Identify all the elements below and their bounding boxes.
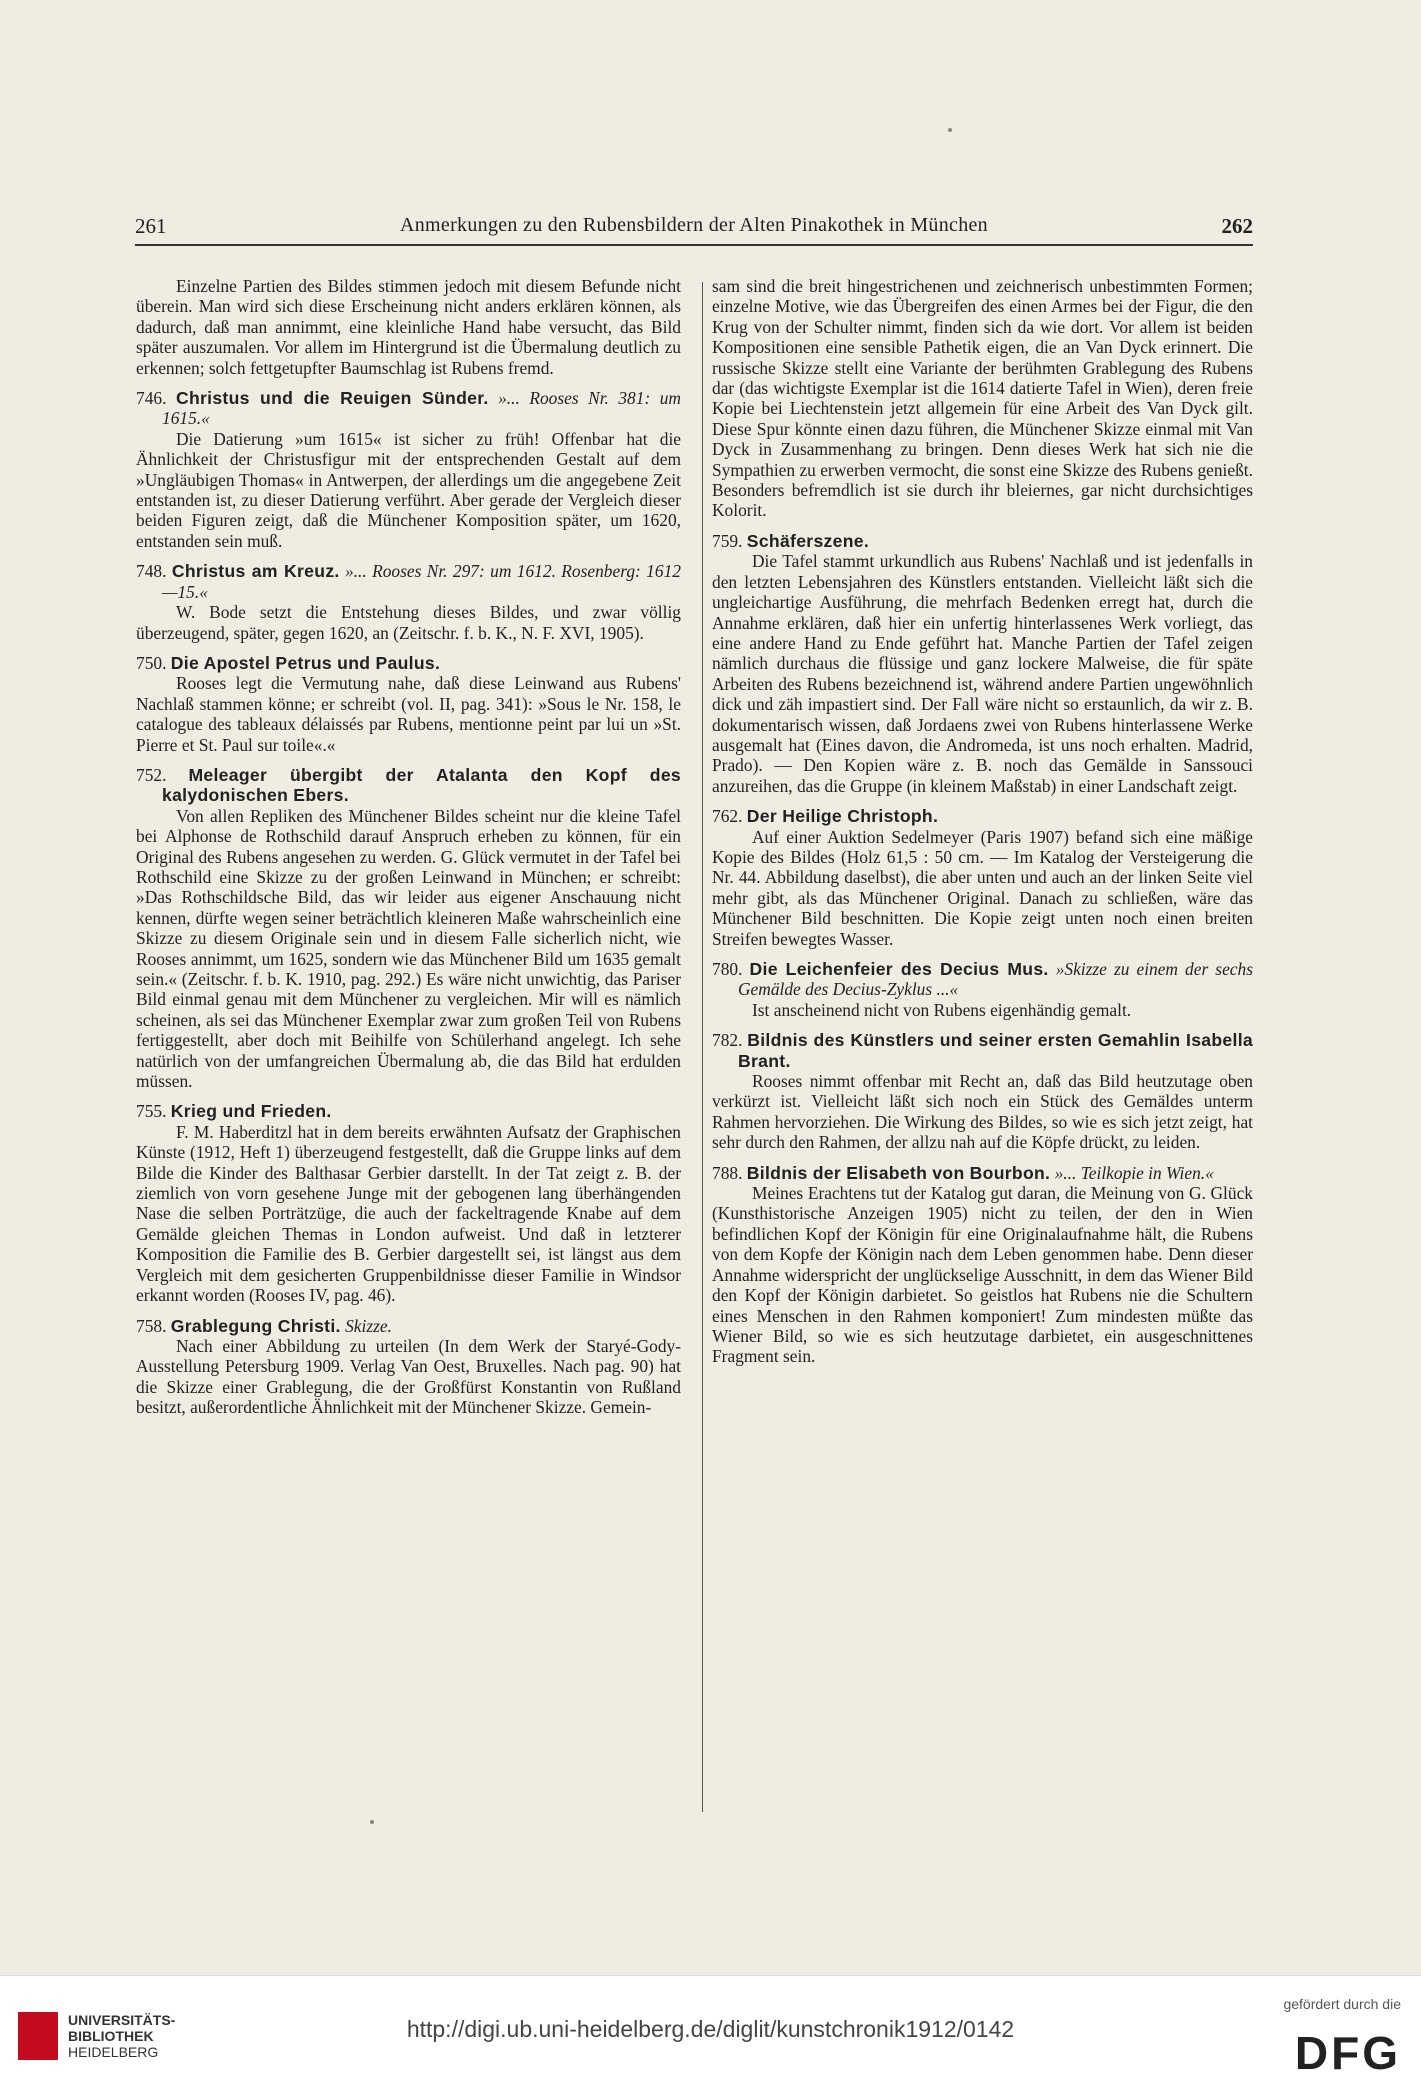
entry-number: 748. bbox=[136, 561, 167, 582]
entry-number: 788. bbox=[712, 1162, 743, 1183]
entry-758 bbox=[136, 1316, 681, 1418]
permalink-url[interactable]: http://digi.ub.uni-heidelberg.de/diglit/kunstchronik1912/0142 bbox=[406, 2016, 1015, 2042]
funding-label: gefördert durch die bbox=[1283, 1996, 1401, 2012]
entry-title: Christus am Kreuz. bbox=[171, 561, 340, 582]
entry-title: Die Leichenfeier des Decius Mus. bbox=[749, 959, 1049, 979]
viewer-footer bbox=[0, 1975, 1421, 2096]
paper-speck bbox=[948, 128, 952, 132]
paper-speck bbox=[370, 1820, 374, 1824]
entry-heading bbox=[136, 388, 681, 429]
header-rule bbox=[135, 244, 1253, 246]
entry-text: Auf einer Auktion Sedelmeyer (Paris 1907) befand sich eine mäßige Kopie des Bildes (Holz 61,5 : 50 cm. — Im Katalog der Versteigerung die Nr. 44. Abbildung daselbst), die aber unten und auch an der linken Seite viel mehr gibt, als das Münchener Original. Danach zu schließen, wäre das Münchener Bild beschnitten. Die Kopie zeigt unten noch einen breiten Streifen bewegtes Wasser. bbox=[712, 826, 1253, 949]
entry-heading bbox=[136, 653, 681, 673]
library-name-line3: HEIDELBERG bbox=[68, 2044, 159, 2060]
entry-title: Die Apostel Petrus und Paulus. bbox=[170, 652, 441, 673]
entry-note: »Skizze zu einem der sechs Gemälde des Decius-Zyklus ...« bbox=[738, 959, 1253, 1000]
entry-text: F. M. Haberditzl hat in dem bereits erwähnten Aufsatz der Graphischen Künste (1912, Heft 1) überzeugend festgestellt, daß die Gruppe links auf dem Bilde die Kinder des Balthasar Gerbier darstellt. In der Tat zeigt z. B. der ziemlich von vorn gesehene Junge mit der gebogenen lang überhängenden Nase die selben Porträtzüge, die auch der fackeltragende Knabe auf dem Gemälde gleichen Themas in London aufweist. Und daß in letzterer Komposition die Familie des B. Gerbier dargestellt sei, ist längst aus dem Vergleich mit dem gesicherten Gruppenbildnisse dieser Familie in Windsor erkannt worden (Rooses IV, pag. 46). bbox=[136, 1121, 681, 1306]
entry-heading bbox=[136, 1101, 681, 1121]
column-divider bbox=[702, 282, 703, 1812]
entry-title: Meleager übergibt der Atalanta den Kopf des kalydonischen Ebers. bbox=[162, 764, 681, 806]
library-name-line2: BIBLIOTHEK bbox=[68, 2028, 154, 2044]
entry-748 bbox=[136, 561, 681, 643]
entry-750 bbox=[136, 653, 681, 755]
entry-title: Bildnis des Künstlers und seiner ersten Gemahlin Isabella Brant. bbox=[738, 1030, 1253, 1071]
entry-title: Christus und die Reuigen Sünder. bbox=[175, 388, 489, 409]
entry-title: Schäferszene. bbox=[746, 530, 870, 551]
entry-text: Die Tafel stammt urkundlich aus Rubens' Nachlaß und ist jedenfalls in den letzten Lebensjahren des Künstlers entstanden. Vielleicht läßt sich die ungleichartige Ausführung, die mehrfach Bedenken erregt hat, durch die Annahme erklären, daß hier ein unfertig hinterlassenes Werk vorliegt, das eine andere Hand zu Ende geführt hat. Manche Partien der Tafel zeigen nämlich durchaus die flüssige und ganz lockere Malweise, die für späte Arbeiten des Rubens bezeichnend ist, während andere Partien ungewöhnlich dick und zäh impastiert sind. Der Fall wäre nicht so erstaunlich, da wir z. B. dokumentarisch wissen, daß Jordaens zwei von Rubens hinterlassene Werke ausgemalt hat (Eines davon, die Andromeda, ist uns noch erhalten. Madrid, Prado). — Den Kopien wäre z. B. noch das Gemälde in Sanssouci anzureihen, das die Gruppe (in kleinem Maßstab) in einer Landschaft zeigt. bbox=[712, 551, 1253, 796]
library-name-line1: UNIVERSITÄTS- bbox=[68, 2012, 176, 2028]
entry-number: 782. bbox=[712, 1030, 743, 1051]
entry-text: W. Bode setzt die Entstehung dieses Bildes, und zwar völlig überzeugend, später, gegen 1620, an (Zeitschr. f. b. K., N. F. XVI, 1905). bbox=[136, 602, 681, 643]
entry-number: 759. bbox=[712, 530, 743, 551]
entry-text: Rooses nimmt offenbar mit Recht an, daß das Bild heutzutage oben verkürzt ist. Vielleicht läßt sich noch ein Stück des Gemäldes unterm Rahmen hervorziehen. Die Wirkung des Bildes, so wie es sich jetzt zeigt, hat sehr durch den Rahmen, der allzu nah auf die Köpfe drückt, zu leiden. bbox=[712, 1071, 1253, 1153]
page-number-right: 262 bbox=[1221, 214, 1253, 238]
dfg-logo[interactable]: DFG bbox=[1294, 2027, 1401, 2079]
entry-number: 758. bbox=[136, 1315, 167, 1336]
entry-782 bbox=[712, 1030, 1253, 1152]
entry-title: Krieg und Frieden. bbox=[170, 1101, 332, 1122]
entry-note: »... Rooses Nr. 297: um 1612. Rosenberg: 1612—15.« bbox=[162, 561, 681, 602]
running-header bbox=[135, 214, 1253, 246]
page-number-left: 261 bbox=[135, 214, 167, 238]
entry-788 bbox=[712, 1163, 1253, 1367]
entry-number: 762. bbox=[712, 806, 743, 827]
entry-number: 780. bbox=[712, 959, 743, 979]
entry-text: Die Datierung »um 1615« ist sicher zu früh! Offenbar hat die Ähnlichkeit der Christusfigur mit der entsprechenden Gestalt auf dem »Ungläubigen Thomas« in Antwerpen, der allerdings um die angegebene Zeit entstanden ist, zu dieser Datierung verführt. Aber gerade der Vergleich dieser beiden Figuren zeigt, daß die Münchener Komposition später, um 1620, entstanden sein muß. bbox=[136, 428, 681, 551]
entry-762 bbox=[712, 806, 1253, 949]
entry-title: Bildnis der Elisabeth von Bourbon. bbox=[746, 1162, 1051, 1183]
entry-heading bbox=[712, 959, 1253, 1000]
entry-note: Skizze. bbox=[345, 1315, 392, 1336]
entry-number: 746. bbox=[136, 388, 167, 409]
entry-746 bbox=[136, 388, 681, 551]
entry-heading bbox=[136, 1316, 681, 1336]
entry-780 bbox=[712, 959, 1253, 1020]
running-title: Anmerkungen zu den Rubensbildern der Alten Pinakothek in München bbox=[400, 214, 988, 236]
entry-heading bbox=[712, 1030, 1253, 1071]
entry-text: Nach einer Abbildung zu urteilen (In dem Werk der Staryé-Gody-Ausstellung Petersburg 1909. Verlag Van Oest, Bruxelles. Nach pag. 90) hat die Skizze einer Grablegung, die der Großfürst Konstantin von Rußland besitzt, außerordentliche Ähnlichkeit mit der Münchener Skizze. Gemein- bbox=[136, 1335, 681, 1418]
entry-heading bbox=[136, 765, 681, 806]
entry-text: Rooses legt die Vermutung nahe, daß diese Leinwand aus Rubens' Nachlaß stammen könne; er schreibt (vol. II, pag. 341): »Sous le Nr. 158, le catalogue des tableaux délaissés par Rubens, mentionne peint par lui un »St. Pierre et St. Paul sur toile«.« bbox=[136, 673, 681, 755]
entry-number: 755. bbox=[136, 1101, 167, 1122]
left-column bbox=[136, 276, 681, 1418]
entry-text: Ist anscheinend nicht von Rubens eigenhändig gemalt. bbox=[752, 999, 1132, 1020]
entry-number: 752. bbox=[136, 764, 167, 785]
entry-note: »... Rooses Nr. 381: um 1615.« bbox=[162, 388, 681, 429]
entry-text: Meines Erachtens tut der Katalog gut daran, die Meinung von G. Glück (Kunsthistorische Anzeigen 1905) nicht zu teilen, der den in Wien befindlichen Kopf der Königin für eine Originalaufnahme hält, die Rubens von dem Kopfe der Königin nach dem Leben genommen habe. Denn dieser Annahme widerspricht der unglückselige Ausschnitt, in dem das Wiener Bild den Kopf der Königin darbietet. So geistlos hat Rubens nie die Schultern eines Menschen in den Rahmen komponiert! Zum mindesten müßte das Wiener Bild, so wie es sich heutzutage darbietet, ein ausgeschnittenes Fragment sein. bbox=[712, 1183, 1253, 1367]
continued-paragraph: sam sind die breit hingestrichenen und zeichnerisch unbestimmten Formen; einzelne Motive, wie das Übergreifen des einen Armes bei der Figur, die den Krug von der Schulter nimmt, finden sich da wie dort. Vor allem ist beiden Kompositionen eine sensible Pathetik eigen, die an Van Dyck erinnert. Die russische Skizze stellt eine Variante der berühmten Grablegung des Rubens dar (das wichtigste Exemplar ist die 1614 datierte Tafel in Wien), deren freie Kopie bei Liechtenstein jetzt allgemein für eine Arbeit des Van Dyck gilt. Diese Spur könnte einen dazu führen, die Münchener Skizze einmal mit Van Dyck in Zusammenhang zu bringen. Denn dieses Werk hat sich nie die Sympathien zu erwerben vermocht, die sonst eine Skizze des Rubens genießt. Besonders befremdlich ist sie durch ihr bleiernes, gar nicht durchsichtiges Kolorit. bbox=[712, 276, 1253, 521]
entry-755 bbox=[136, 1101, 681, 1305]
entry-heading bbox=[136, 561, 681, 602]
entry-number: 750. bbox=[136, 652, 167, 673]
entry-title: Grablegung Christi. bbox=[170, 1315, 341, 1336]
intro-paragraph: Einzelne Partien des Bildes stimmen jedoch mit diesem Befunde nicht überein. Man wird sich diese Erscheinung nicht anders erklären können, als dadurch, daß man annimmt, eine kleinliche Hand habe versucht, das Bild später auszumalen. Vor allem im Hintergrund ist die Übermalung deutlich zu erkennen; solch fettgetupfter Baumschlag ist Rubens fremd. bbox=[136, 276, 681, 378]
entry-heading bbox=[712, 806, 1253, 826]
entry-heading bbox=[712, 531, 1253, 551]
right-column bbox=[712, 276, 1253, 1367]
entry-text: Von allen Repliken des Münchener Bildes scheint nur die kleine Tafel bei Alphonse de Rothschild darauf Anspruch erheben zu können, für ein Original des Rubens angesehen zu werden. G. Glück vermutet in der Tafel bei Rothschild eine Skizze zu der großen Leinwand in München; er schreibt: »Das Rothschildsche Bild, das wir leider aus eigener Anschauung nicht kennen, dürfte wegen seiner beträchtlich kleineren Maße wahrscheinlich eine Skizze zu diesem Originale sein und in diesem Falle sicherlich nicht, wie Rooses annimmt, um 1625, sondern wie das Münchener Bild um 1635 gemalt sein.« (Zeitschr. f. b. K. 1910, pag. 292.) Es wäre nicht unwichtig, das Pariser Bild einmal genau mit dem Münchener zu vergleichen. Mir will es nämlich scheinen, als sei das Münchener Exemplar zwar zum großen Teil von Rubens fertiggestellt, aber doch mit Beihilfe von Schülerhand angelegt. Ich sehe natürlich von der umfangreichen Übermalung ab, die das Bild hat erdulden müssen. bbox=[136, 805, 681, 1092]
entry-note: »... Teilkopie in Wien.« bbox=[1054, 1162, 1214, 1183]
entry-title: Der Heilige Christoph. bbox=[746, 806, 939, 827]
entry-heading bbox=[712, 1163, 1253, 1183]
entry-759 bbox=[712, 531, 1253, 796]
entry-752 bbox=[136, 765, 681, 1092]
